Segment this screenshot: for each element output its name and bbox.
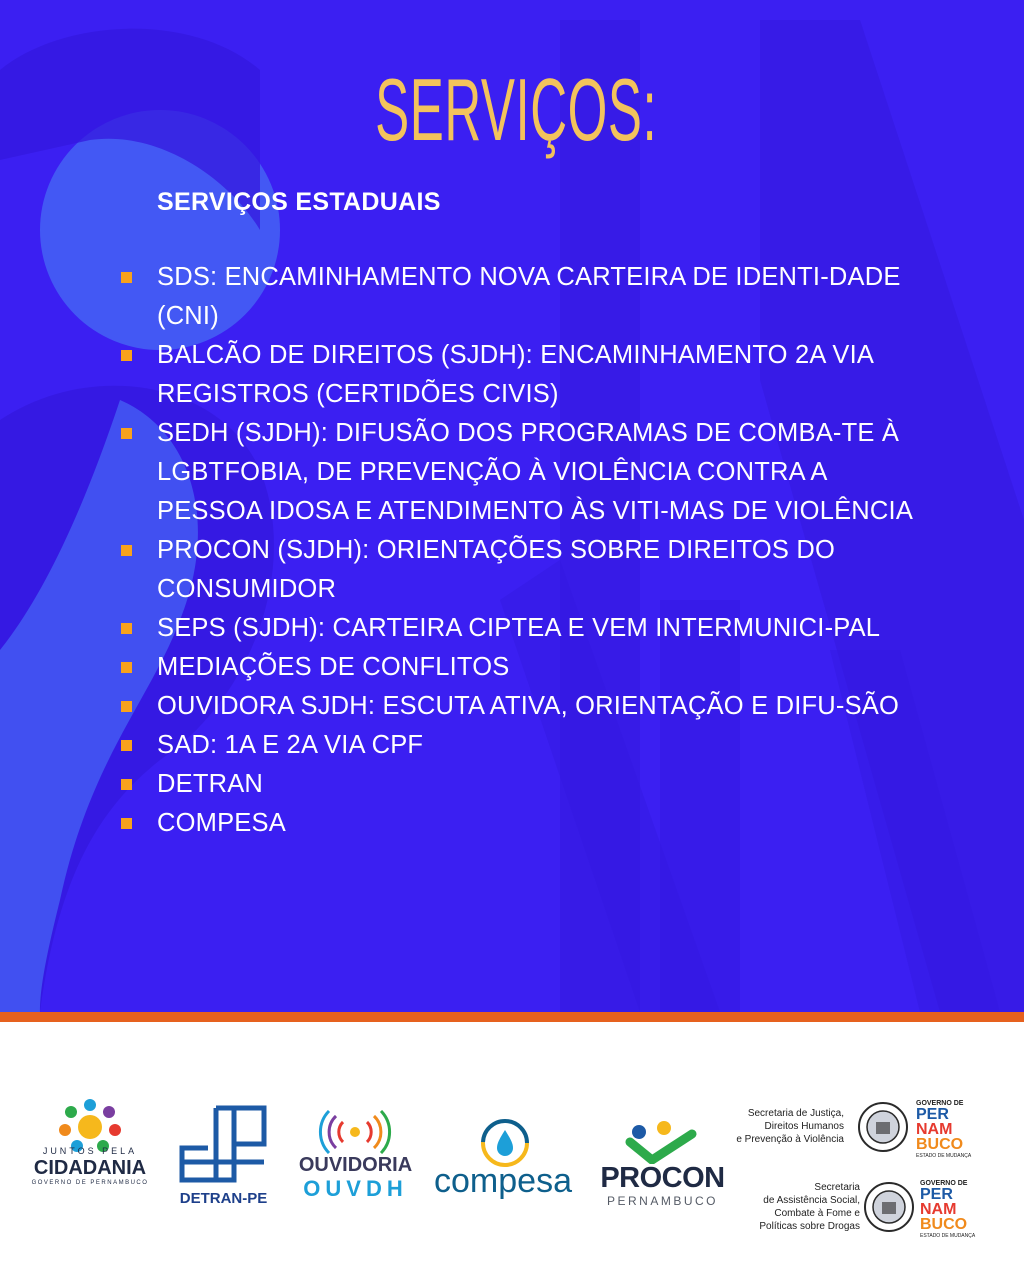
list-item (118, 414, 938, 531)
list-item (118, 531, 938, 609)
sas-line1: Secretaria (814, 1182, 860, 1193)
orange-divider (0, 1012, 1024, 1022)
governo-nam: NAM (916, 1121, 953, 1138)
governo-per: PER (920, 1186, 953, 1203)
sas-government-logo (730, 1178, 990, 1248)
bullet-square-icon (121, 818, 132, 829)
sjdh-government-logo (730, 1100, 990, 1160)
compesa-logo (428, 1118, 578, 1203)
ouvidoria-line2: OUVDH (303, 1176, 408, 1201)
governo-nam: NAM (920, 1201, 957, 1218)
section-subtitle: SERVIÇOS ESTADUAIS (157, 188, 441, 216)
list-item-text: MEDIAÇÕES DE CONFLITOS (157, 653, 510, 681)
governo-buco: BUCO (920, 1216, 968, 1233)
list-item-text: SDS: ENCAMINHAMENTO NOVA CARTEIRA DE IDENTI-DADE (CNI) (157, 263, 901, 330)
bullet-square-icon (121, 779, 132, 790)
sas-line3: Combate à Fome e (774, 1208, 860, 1219)
procon-logo (600, 1120, 725, 1212)
list-item (118, 258, 938, 336)
governo-top: GOVERNO DE (916, 1100, 964, 1107)
cidadania-line3: GOVERNO DE PERNAMBUCO (31, 1180, 149, 1186)
sjdh-line2: Direitos Humanos (764, 1121, 844, 1132)
bullet-square-icon (121, 428, 132, 439)
list-item (118, 804, 938, 843)
governo-buco: BUCO (916, 1136, 964, 1153)
detran-logo (176, 1104, 271, 1214)
detran-label: DETRAN-PE (179, 1190, 268, 1207)
procon-line1: PROCON (600, 1162, 725, 1194)
list-item (118, 726, 938, 765)
list-item-text: SAD: 1A E 2A VIA CPF (157, 731, 424, 759)
bullet-square-icon (121, 272, 132, 283)
governo-top: GOVERNO DE (920, 1180, 968, 1187)
list-item (118, 336, 938, 414)
governo-per: PER (916, 1106, 949, 1123)
list-item (118, 648, 938, 687)
list-item-text: COMPESA (157, 809, 286, 837)
sas-line2: de Assistência Social, (763, 1195, 860, 1206)
state-seal-icon (856, 1100, 910, 1154)
ouvidoria-logo (298, 1110, 413, 1202)
list-item-text: DETRAN (157, 770, 264, 798)
sjdh-line1: Secretaria de Justiça, (747, 1108, 844, 1119)
procon-line2: PERNAMBUCO (606, 1194, 718, 1208)
compesa-label: compesa (434, 1162, 572, 1200)
list-item-text: OUVIDORA SJDH: ESCUTA ATIVA, ORIENTAÇÃO E DIFU-SÃO (157, 692, 900, 720)
cidadania-emblem-icon (25, 1094, 155, 1154)
cidadania-line1: JUNTOS PELA (42, 1146, 138, 1156)
sjdh-line3: e Prevenção à Violência (736, 1134, 844, 1145)
bullet-square-icon (121, 623, 132, 634)
sas-line4: Políticas sobre Drogas (759, 1221, 860, 1232)
cidadania-line2: CIDADANIA (33, 1157, 147, 1179)
governo-tagline: ESTADO DE MUDANÇA (916, 1153, 972, 1159)
state-seal-icon (862, 1180, 916, 1234)
bullet-square-icon (121, 701, 132, 712)
list-item-text: BALCÃO DE DIREITOS (SJDH): ENCAMINHAMENTO 2A VIA REGISTROS (CERTIDÕES CIVIS) (157, 341, 873, 408)
list-item (118, 609, 938, 648)
services-list (118, 258, 938, 843)
ouvidoria-line1: OUVIDORIA (298, 1154, 413, 1176)
cidadania-logo (25, 1094, 155, 1194)
procon-check-icon (600, 1120, 725, 1164)
list-item-text: SEPS (SJDH): CARTEIRA CIPTEA E VEM INTERMUNICI-PAL (157, 614, 881, 642)
broadcast-icon (298, 1110, 413, 1154)
detran-emblem-icon (178, 1104, 273, 1184)
list-item-text: SEDH (SJDH): DIFUSÃO DOS PROGRAMAS DE COMBA-TE À LGBTFOBIA, DE PREVENÇÃO À VIOLÊNCIA CONTRA A PESSOA IDOSA E ATENDIMENTO ÀS VITI-MAS DE VIOLÊNCIA (157, 419, 914, 525)
page-title: SERVIÇOS: (375, 60, 658, 159)
list-item (118, 687, 938, 726)
bullet-square-icon (121, 740, 132, 751)
bullet-square-icon (121, 545, 132, 556)
partner-logos-footer (0, 1022, 1024, 1280)
governo-tagline: ESTADO DE MUDANÇA (920, 1233, 976, 1239)
bullet-square-icon (121, 662, 132, 673)
bullet-square-icon (121, 350, 132, 361)
list-item (118, 765, 938, 804)
water-drop-icon (480, 1118, 530, 1168)
list-item-text: PROCON (SJDH): ORIENTAÇÕES SOBRE DIREITOS DO CONSUMIDOR (157, 536, 836, 603)
